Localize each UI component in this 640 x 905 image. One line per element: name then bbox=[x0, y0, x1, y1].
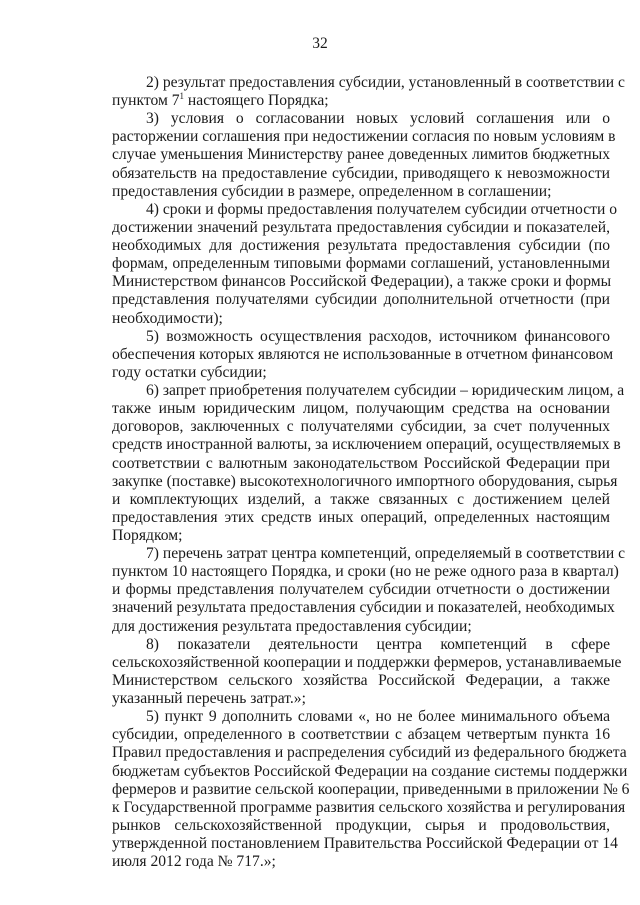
line-text: случае уменьшения Министерству ранее доведенных лимитов бюджетных bbox=[112, 146, 610, 164]
line-text: закупке (поставке) высокотехнологичного импортного оборудования, сырья bbox=[112, 472, 618, 490]
line-text: необходимых для достижения результата предоставления субсидии (по bbox=[112, 237, 610, 255]
text-line bbox=[112, 599, 615, 617]
line-text: и комплектующих изделий, а также связанных с достижением целей bbox=[112, 490, 610, 508]
text-line bbox=[112, 92, 610, 110]
text-line bbox=[112, 237, 610, 255]
line-text: значений результата предоставления субсидии и показателей, необходимых bbox=[112, 599, 615, 617]
text-line bbox=[112, 762, 628, 781]
line-text: 5) возможность осуществления расходов, источником финансового bbox=[146, 327, 610, 345]
line-text: соответствии с валютным законодательством Российской Федерации при bbox=[112, 454, 610, 472]
line-text: предоставления этих средств иных операций, определенных настоящим bbox=[112, 508, 610, 526]
line-text: расторжении соглашения при недостижении согласия по новым условиям в bbox=[112, 128, 616, 146]
line-text-continued: настоящего Порядка; bbox=[184, 92, 329, 110]
line-text: Министерством финансов Российской Федерации), а также сроки и формы bbox=[112, 273, 612, 291]
text-line bbox=[146, 382, 625, 400]
text-line bbox=[112, 345, 614, 364]
text-line bbox=[112, 436, 621, 454]
text-line bbox=[112, 418, 610, 436]
line-text: рынков сельскохозяйственной продукции, сырья и продовольствия, bbox=[112, 816, 610, 834]
line-text: и формы представления получателем субсидии отчетности о достижении bbox=[112, 581, 610, 599]
text-line bbox=[112, 653, 622, 672]
text-line bbox=[146, 636, 610, 654]
text-line bbox=[112, 853, 610, 871]
line-text: указанный перечень затрат.»; bbox=[112, 690, 306, 708]
text-line bbox=[112, 472, 618, 491]
text-line bbox=[146, 200, 618, 219]
text-line bbox=[112, 780, 630, 799]
line-text: Порядком; bbox=[112, 527, 183, 544]
text-line bbox=[112, 744, 627, 762]
line-text: пунктом 7 bbox=[112, 92, 180, 110]
line-text: достижении значений результата предоставления субсидии и показателей, bbox=[112, 218, 610, 236]
line-text: предоставления субсидии в размере, определенном в соглашении; bbox=[112, 182, 552, 200]
text-line bbox=[112, 364, 610, 382]
text-line bbox=[112, 835, 618, 853]
line-text: формам, определенным типовыми формами соглашений, установленными bbox=[112, 255, 610, 273]
line-text: 8) показатели деятельности центра компетенций в сфере bbox=[146, 635, 610, 653]
line-text: июля 2012 года № 717.»; bbox=[112, 853, 276, 871]
line-text: Министерством сельского хозяйства Российской Федерации, а также bbox=[112, 671, 610, 689]
line-text: году остатки субсидии; bbox=[112, 363, 267, 381]
text-line bbox=[112, 726, 610, 744]
text-line bbox=[112, 672, 610, 690]
superscript: 1 bbox=[179, 90, 185, 101]
page-number: 32 bbox=[312, 35, 328, 52]
text-line bbox=[112, 183, 610, 201]
line-text: представления получателями субсидии дополнительной отчетности (при bbox=[112, 291, 610, 309]
text-line bbox=[112, 219, 610, 237]
line-text: 5) пункт 9 дополнить словами «, но не более минимального объема bbox=[146, 708, 610, 726]
line-text: фермеров и развитие сельской кооперации, приведенными в приложении № 6 bbox=[112, 780, 630, 798]
text-line bbox=[112, 146, 610, 164]
line-text: субсидии, определенного в соответствии с абзацем четвертым пункта 16 bbox=[112, 726, 610, 744]
text-line bbox=[112, 798, 626, 817]
text-line bbox=[112, 291, 610, 309]
text-line bbox=[112, 128, 616, 146]
line-text: 3) условия о согласовании новых условий соглашения или о bbox=[146, 110, 610, 128]
text-line bbox=[112, 690, 610, 708]
text-line bbox=[112, 455, 610, 473]
line-text: Правил предоставления и распределения субсидий из федерального бюджета bbox=[112, 744, 627, 762]
line-text: утвержденной постановлением Правительства Российской Федерации от 14 bbox=[112, 835, 618, 853]
text-line bbox=[112, 491, 610, 509]
line-text: к Государственной программе развития сельского хозяйства и регулирования bbox=[112, 798, 626, 816]
text-line bbox=[112, 400, 610, 418]
text-line bbox=[112, 563, 619, 581]
text-line bbox=[146, 708, 610, 726]
line-text: сельскохозяйственной кооперации и поддержки фермеров, устанавливаемые bbox=[112, 653, 622, 671]
text-line bbox=[146, 328, 610, 346]
text-line bbox=[146, 110, 610, 128]
line-text: договоров, заключенных с получателями субсидии, за счет полученных bbox=[112, 418, 610, 436]
line-text: обеспечения которых являются не использованные в отчетном финансовом bbox=[112, 345, 614, 363]
line-text: 4) сроки и формы предоставления получателем субсидии отчетности о bbox=[146, 200, 618, 218]
line-text: также иным юридическим лицом, получающим средства на основании bbox=[112, 400, 610, 418]
text-line bbox=[112, 273, 610, 291]
text-line bbox=[112, 618, 610, 636]
line-text: 6) запрет приобретения получателем субсидии – юридическим лицом, а bbox=[146, 382, 625, 400]
text-line bbox=[112, 165, 610, 183]
text-line bbox=[112, 527, 610, 545]
text-line bbox=[112, 817, 610, 835]
text-line bbox=[146, 74, 625, 92]
text-line bbox=[112, 509, 610, 527]
line-text: пунктом 10 настоящего Порядка, и сроки (но не реже одного раза в квартал) bbox=[112, 563, 619, 581]
text-line bbox=[146, 545, 626, 563]
line-text: необходимости); bbox=[112, 309, 223, 327]
line-text: 7) перечень затрат центра компетенций, определяемый в соответствии с bbox=[146, 545, 626, 563]
text-line bbox=[112, 310, 610, 328]
text-line bbox=[112, 255, 610, 273]
text-line bbox=[112, 581, 610, 599]
line-text: для достижения результата предоставления субсидии; bbox=[112, 617, 472, 635]
line-text: средств иностранной валюты, за исключением операций, осуществляемых в bbox=[112, 436, 621, 454]
line-text: бюджетам субъектов Российской Федерации на создание системы поддержки bbox=[112, 762, 628, 780]
line-text: обязательств на предоставление субсидии, приводящего к невозможности bbox=[112, 164, 610, 182]
line-text: 2) результат предоставления субсидии, установленный в соответствии с bbox=[146, 74, 625, 91]
